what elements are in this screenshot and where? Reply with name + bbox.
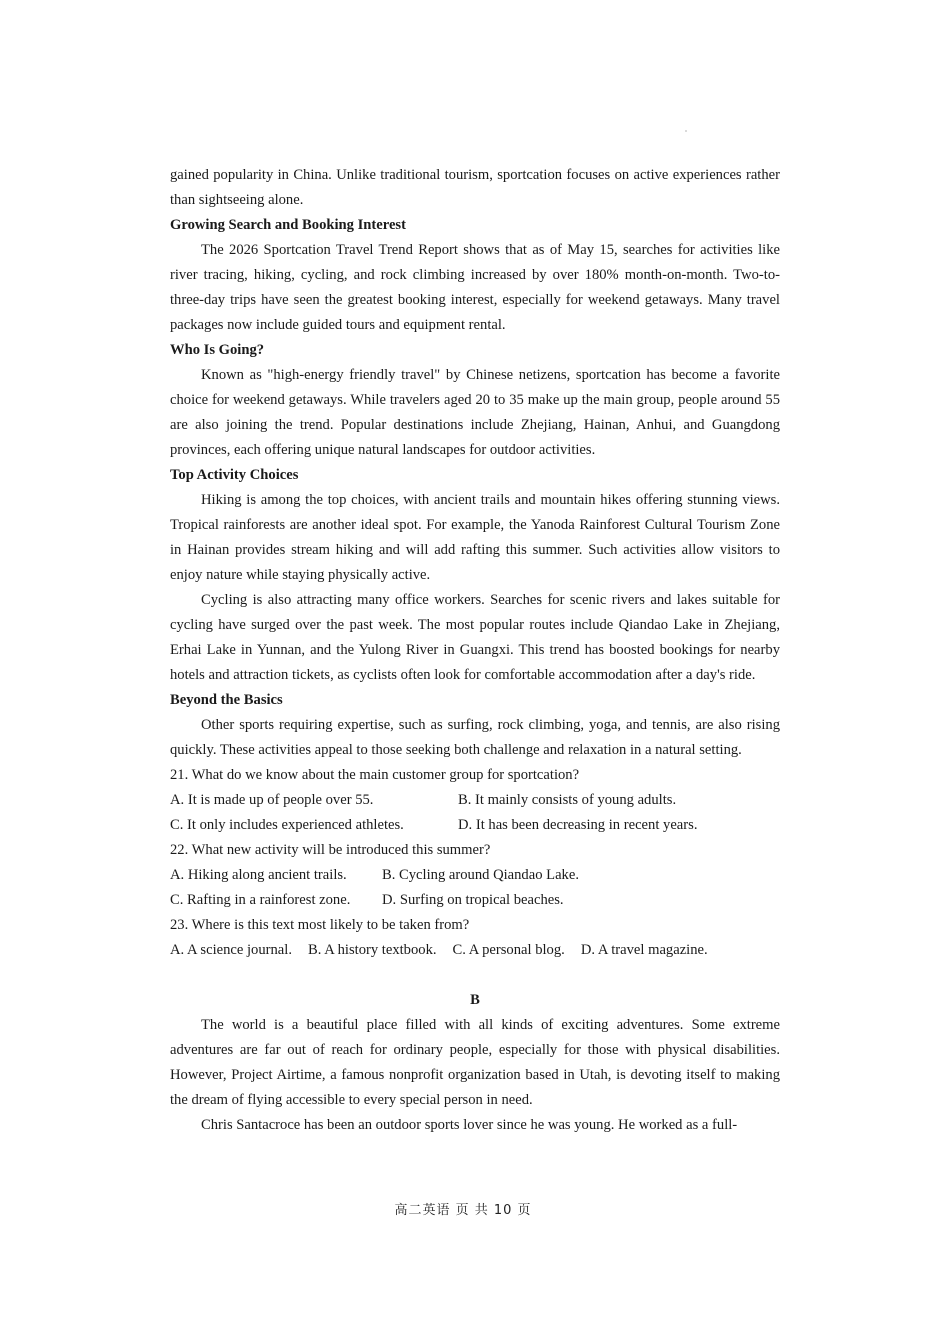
question-21-stem: 21. What do we know about the main customer group for sportcation? bbox=[170, 767, 580, 783]
question-21-option-c[interactable]: C. It only includes experienced athletes. bbox=[170, 817, 404, 833]
question-22-option-a[interactable]: A. Hiking along ancient trails. bbox=[170, 867, 347, 883]
question-21-option-d[interactable]: D. It has been decreasing in recent years. bbox=[458, 817, 698, 833]
document-page bbox=[170, 163, 780, 1138]
question-23-stem: 23. Where is this text most likely to be taken from? bbox=[170, 917, 470, 933]
question-22-stem: 22. What new activity will be introduced this summer? bbox=[170, 842, 491, 858]
paragraph-hiking: Hiking is among the top choices, with ancient trails and mountain hikes offering stunning views. Tropical rainforests are another ideal spot. For example, the Yanoda Rainforest Cultural Tourism Zone in Hainan provides stream hiking and will add rafting this summer. Such activities allow visitors to enjoy nature while staying physically active. bbox=[170, 492, 780, 583]
passage-b-paragraph-2: Chris Santacroce has been an outdoor sports lover since he was young. He worked as a full- bbox=[201, 1117, 738, 1133]
section-heading-booking: Growing Search and Booking Interest bbox=[170, 217, 406, 233]
paragraph-cycling: Cycling is also attracting many office workers. Searches for scenic rivers and lakes suitable for cycling have surged over the past week. The most popular routes include Qiandao Lake in Zhejiang, Erhai Lake in Yunnan, and the Yulong River in Guangxi. This trend has boosted bookings for nearby hotels and attraction tickets, as cyclists often look for comfortable accommodation after a day's ride. bbox=[170, 592, 780, 683]
question-22-option-c[interactable]: C. Rafting in a rainforest zone. bbox=[170, 892, 351, 908]
passage-b-paragraph-1: The world is a beautiful place filled with all kinds of exciting adventures. Some extreme adventures are far out of reach for ordinary people, especially for those with physical disabilities. However, Project Airtime, a famous nonprofit organization based in Utah, is devoting itself to making the dream of flying accessible to every special person in need. bbox=[170, 1017, 780, 1108]
question-23-option-a[interactable]: A. A science journal. bbox=[170, 942, 292, 958]
intro-paragraph: gained popularity in China. Unlike traditional tourism, sportcation focuses on active experiences rather than sightseeing alone. bbox=[170, 167, 780, 208]
question-22-options-ab bbox=[170, 863, 780, 888]
question-22-option-d[interactable]: D. Surfing on tropical beaches. bbox=[382, 892, 564, 908]
paragraph-booking: The 2026 Sportcation Travel Trend Report shows that as of May 15, searches for activities like river tracing, hiking, cycling, and rock climbing increased by over 180% month-on-month. Two-to-three-day trips have seen the greatest booking interest, especially for weekend getaways. Many travel packages now include guided tours and equipment rental. bbox=[170, 242, 780, 333]
scan-speck bbox=[685, 130, 687, 132]
question-21-option-a[interactable]: A. It is made up of people over 55. bbox=[170, 792, 374, 808]
question-21-options-cd bbox=[170, 813, 780, 838]
section-heading-who: Who Is Going? bbox=[170, 342, 265, 358]
question-22-option-b[interactable]: B. Cycling around Qiandao Lake. bbox=[382, 867, 579, 883]
passage-b-letter: B bbox=[470, 992, 480, 1008]
page-footer: 高二英语 页 共 10 页 bbox=[394, 1203, 532, 1218]
section-heading-beyond: Beyond the Basics bbox=[170, 692, 283, 708]
question-23-option-c[interactable]: C. A personal blog. bbox=[452, 942, 565, 958]
question-23-option-d[interactable]: D. A travel magazine. bbox=[580, 942, 708, 958]
question-23-options bbox=[170, 938, 780, 963]
question-21-option-b[interactable]: B. It mainly consists of young adults. bbox=[458, 792, 677, 808]
question-21-options-ab bbox=[170, 788, 780, 813]
paragraph-beyond: Other sports requiring expertise, such as surfing, rock climbing, yoga, and tennis, are also rising quickly. These activities appeal to those seeking both challenge and relaxation in a natural setting. bbox=[170, 717, 780, 758]
section-heading-activities: Top Activity Choices bbox=[170, 467, 299, 483]
paragraph-who: Known as "high-energy friendly travel" by Chinese netizens, sportcation has become a favorite choice for weekend getaways. While travelers aged 20 to 35 make up the main group, people around 55 are also joining the trend. Popular destinations include Zhejiang, Hainan, Anhui, and Guangdong provinces, each offering unique natural landscapes for outdoor activities. bbox=[170, 367, 780, 458]
question-23-option-b[interactable]: B. A history textbook. bbox=[308, 942, 437, 958]
question-22-options-cd bbox=[170, 888, 780, 913]
